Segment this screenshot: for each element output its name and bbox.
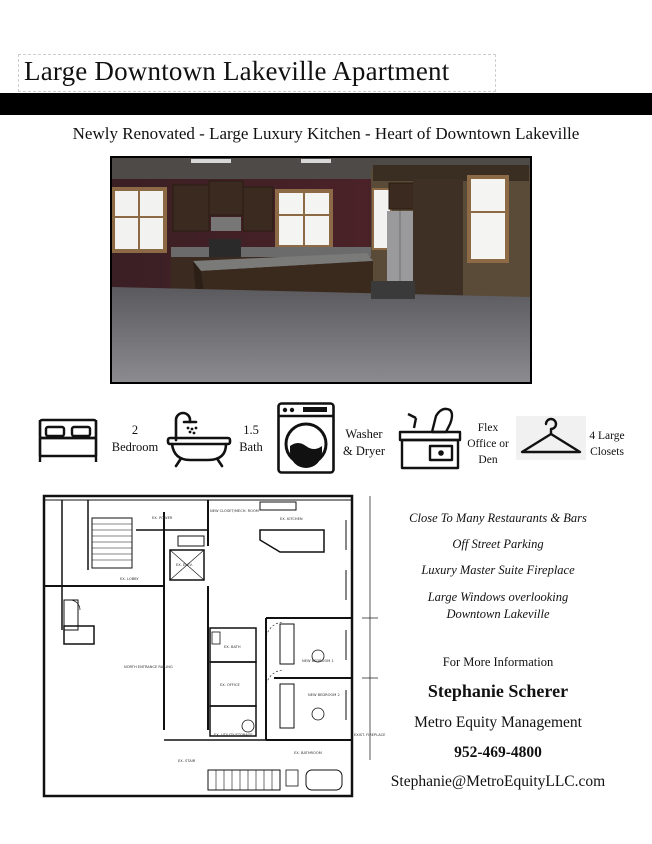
floor-plan (40, 490, 386, 800)
fp-closet: NEW CLOSET/MECH. ROOM (210, 509, 259, 513)
flex-office-den: Flex Office or Den (467, 422, 509, 466)
header-bar (0, 93, 652, 115)
feature-fireplace: Luxury Master Suite Fireplace (421, 563, 575, 577)
contact-company: Metro Equity Management (414, 714, 582, 731)
tagline: Newly Renovated - Large Luxury Kitchen - Heart of Downtown Lakeville (72, 124, 580, 143)
fp-railing: NORTH ENTRANCE RAILING (124, 665, 173, 669)
feature-parking: Off Street Parking (452, 537, 544, 551)
fp-bathroom: EX. BATHROOM (294, 751, 322, 755)
fp-bedroom-1: NEW BEDROOM 1 (302, 659, 334, 663)
washer-icon (277, 402, 335, 474)
fp-kitchen: EX. KITCHEN (280, 517, 303, 521)
washer-dryer: Washer & Dryer (343, 427, 385, 458)
fp-bedroom-2: NEW BEDROOM 2 (308, 693, 340, 697)
fp-lobby: EX. LOBBY (120, 577, 139, 581)
fp-utility: EX. UTILITY/STORAGE (214, 733, 253, 737)
feature-windows: Large Windows overlooking (427, 590, 569, 604)
fp-stair: EX. STAIR (178, 759, 196, 763)
fp-fireplace: EXIST. FIREPLACE (354, 733, 386, 737)
kitchen-photo (111, 157, 531, 383)
contact-email[interactable]: Stephanie@MetroEquityLLC.com (390, 773, 606, 790)
feature-restaurants: Close To Many Restaurants & Bars (409, 511, 587, 525)
contact-intro: For More Information (442, 655, 554, 669)
closets: 4 Large Closets (589, 430, 625, 458)
fp-power: EX. POWER (152, 516, 173, 520)
fp-bath: EX. BATH (224, 645, 241, 649)
contact-name: Stephanie Scherer (427, 681, 569, 701)
page-title: Large Downtown Lakeville Apartment (24, 56, 450, 86)
hanger-icon (516, 416, 586, 460)
feature-downtown: Downtown Lakeville (446, 607, 550, 621)
bedroom-count: 2 Bedroom (111, 423, 159, 454)
bathtub-icon (166, 410, 232, 468)
desk-icon (398, 406, 462, 472)
bed-icon (36, 416, 100, 464)
contact-phone[interactable]: 952-469-4800 (454, 744, 542, 761)
fp-office: EX. OFFICE (220, 683, 240, 687)
bath-count: 1.5 Bath (239, 423, 263, 454)
fp-elev: EX. ELEV. (176, 563, 193, 567)
